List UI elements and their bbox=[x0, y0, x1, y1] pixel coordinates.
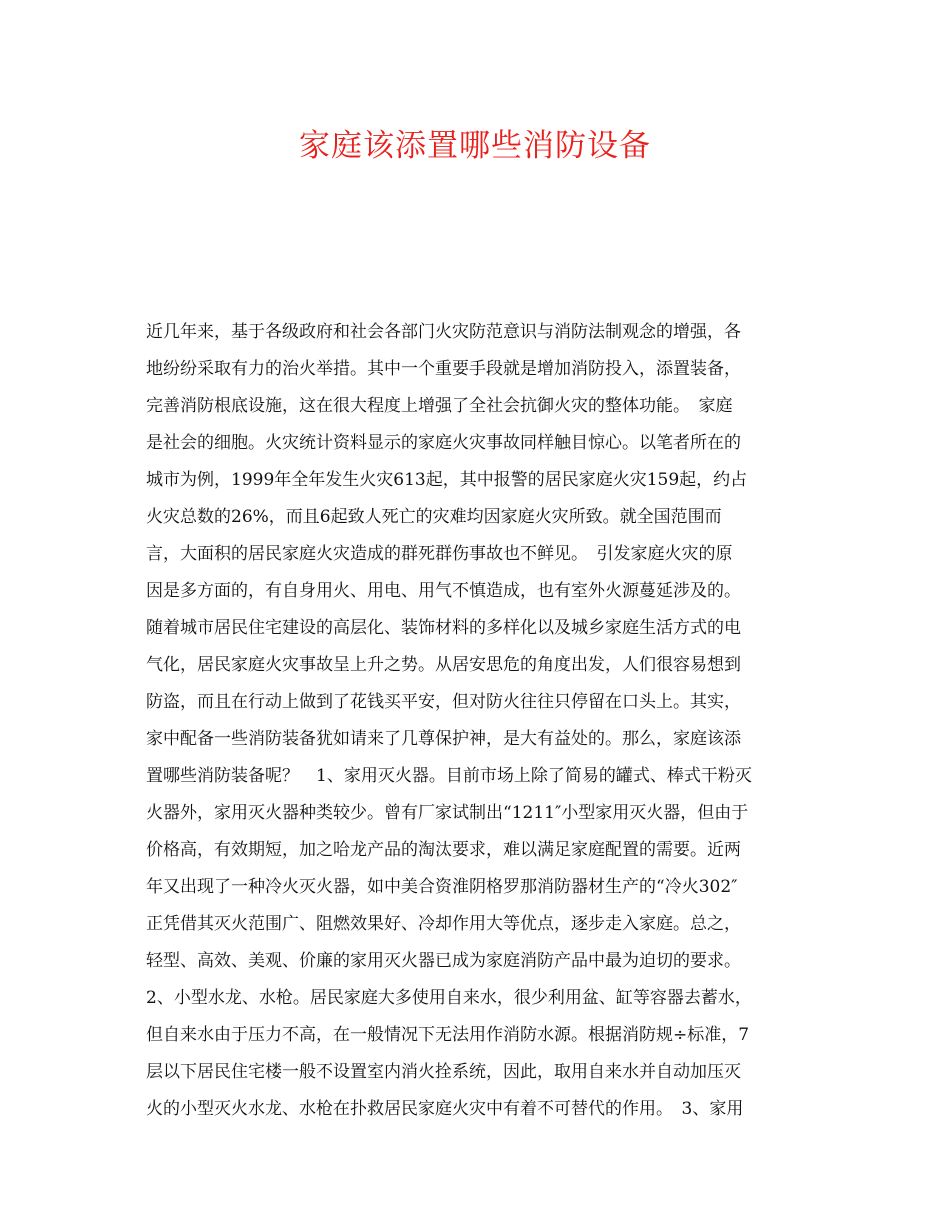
document-title: 家庭该添置哪些消防设备 bbox=[299, 128, 651, 164]
text-line: 防盗，而且在行动上做到了花钱买平安，但对防火往往只停留在口头上。其实， bbox=[146, 692, 741, 712]
text-line: 正凭借其灭火范围广、阻燃效果好、冷却作用大等优点，逐步走入家庭。总之， bbox=[146, 914, 741, 934]
text-line: 气化，居民家庭火灾事故呈上升之势。从居安思危的角度出发，人们很容易想到 bbox=[146, 655, 741, 675]
text-line: 但自来水由于压力不高，在一般情况下无法用作消防水源。根据消防规÷标准，7 bbox=[146, 1025, 750, 1045]
body-paragraph bbox=[146, 314, 811, 1128]
text-line: 层以下居民住宅楼一般不设置室内消火拴系统，因此，取用自来水并自动加压灭 bbox=[146, 1062, 741, 1082]
text-line: 火灾总数的26%，而且6起致人死亡的灾难均因家庭火灾所致。就全国范围而 bbox=[146, 507, 722, 527]
text-line: 地纷纷采取有力的治火举措。其中一个重要手段就是增加消防投入，添置装备， bbox=[146, 359, 741, 379]
text-line: 随着城市居民住宅建设的高层化、装饰材料的多样化以及城乡家庭生活方式的电 bbox=[146, 618, 741, 638]
text-line: 轻型、高效、美观、价廉的家用灭火器已成为家庭消防产品中最为迫切的要求。 bbox=[146, 951, 741, 971]
text-line: 火的小型灭火水龙、水枪在扑救居民家庭火灾中有着不可替代的作用。 3、家用 bbox=[146, 1099, 744, 1119]
text-line: 是社会的细胞。火灾统计资料显示的家庭火灾事故同样触目惊心。以笔者所在的 bbox=[146, 433, 741, 453]
text-line: 置哪些消防装备呢？ 1、家用灭火器。目前市场上除了简易的罐式、棒式干粉灭 bbox=[146, 766, 752, 786]
text-line: 价格高，有效期短，加之哈龙产品的淘汰要求，难以满足家庭配置的需要。近两 bbox=[146, 840, 741, 860]
text-line: 言，大面积的居民家庭火灾造成的群死群伤事故也不鲜见。 引发家庭火灾的原 bbox=[146, 544, 733, 564]
text-line: 城市为例，1999年全年发生火灾613起，其中报警的居民家庭火灾159起，约占 bbox=[146, 470, 748, 490]
text-line: 因是多方面的，有自身用火、用电、用气不慎造成，也有室外火源蔓延涉及的。 bbox=[146, 581, 741, 601]
text-line: 近几年来，基于各级政府和社会各部门火灾防范意识与消防法制观念的增强，各 bbox=[146, 322, 741, 342]
text-line: 火器外，家用灭火器种类较少。曾有厂家试制出“1211″小型家用灭火器，但由于 bbox=[146, 803, 749, 823]
text-line: 年又出现了一种冷火灭火器，如中美合资淮阴格罗那消防器材生产的“冷火302″ bbox=[146, 877, 738, 897]
text-line: 2、小型水龙、水枪。居民家庭大多使用自来水，很少利用盆、缸等容器去蓄水， bbox=[146, 988, 752, 1008]
text-line: 家中配备一些消防装备犹如请来了几尊保护神，是大有益处的。那么，家庭该添 bbox=[146, 729, 741, 749]
text-line: 完善消防根底设施，这在很大程度上增强了全社会抗御火灾的整体功能。 家庭 bbox=[146, 396, 733, 416]
